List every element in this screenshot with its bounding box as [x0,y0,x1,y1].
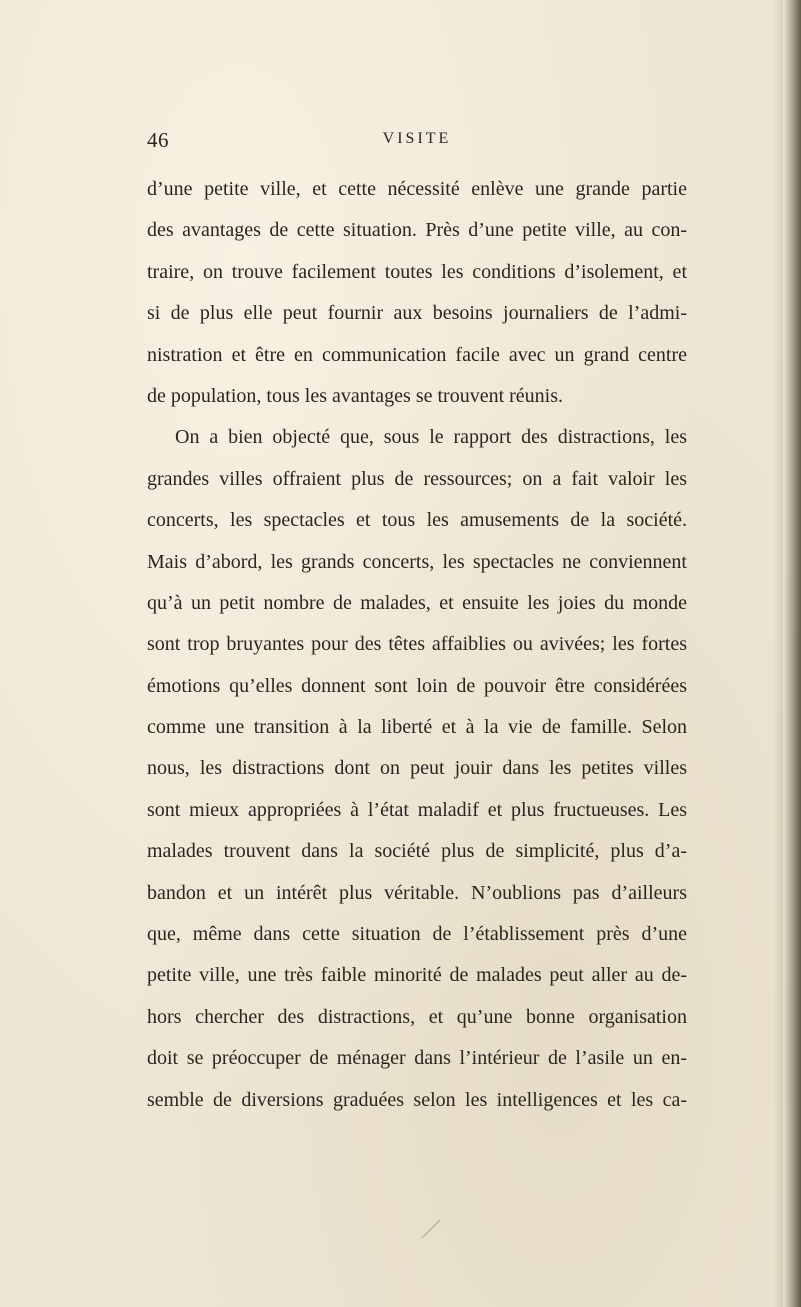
text-line: grandes villes offraient plus de ressources; on a fait valoir les [147,467,687,490]
book-binding-edge [783,0,801,1307]
text-line: Mais d’abord, les grands concerts, les spectacles ne conviennent [147,550,687,573]
text-line: semble de diversions graduées selon les intelligences et les ca- [147,1088,687,1111]
text-line: sont trop bruyantes pour des têtes affaiblies ou avivées; les fortes [147,633,687,656]
binding-shadow [773,0,783,1307]
pencil-mark [420,1218,442,1240]
running-head [147,128,687,152]
text-line: qu’à un petit nombre de malades, et ensuite les joies du monde [147,591,687,614]
text-line: émotions qu’elles donnent sont loin de pouvoir être considérées [147,674,687,697]
text-line: hors chercher des distractions, et qu’une bonne organisation [147,1005,687,1028]
text-line: si de plus elle peut fournir aux besoins journaliers de l’admi- [147,302,687,325]
text-line: concerts, les spectacles et tous les amusements de la société. [147,509,687,532]
text-line: de population, tous les avantages se trouvent réunis. [147,384,564,407]
text-line: malades trouvent dans la société plus de simplicité, plus d’a- [147,840,687,863]
running-title: VISITE [382,130,452,147]
text-line: traire, on trouve facilement toutes les conditions d’isolement, et [147,260,687,283]
text-line: On a bien objecté que, sous le rapport des distractions, les [175,426,687,449]
text-line: nous, les distractions dont on peut jouir dans les petites villes [147,757,687,780]
page-number: 46 [147,128,169,152]
text-line: des avantages de cette situation. Près d’une petite ville, au con- [147,219,687,242]
text-line: nistration et être en communication facile avec un grand centre [147,343,687,366]
text-line: sont mieux appropriées à l’état maladif et plus fructueuses. Les [147,798,687,821]
text-line: bandon et un intérêt plus véritable. N’oublions pas d’ailleurs [147,881,687,904]
text-line: que, même dans cette situation de l’établissement près d’une [147,923,687,946]
text-line: comme une transition à la liberté et à la vie de famille. Selon [147,716,687,739]
text-line: d’une petite ville, et cette nécessité enlève une grande partie [147,178,687,200]
body-text [147,169,687,1121]
text-line: doit se préoccuper de ménager dans l’intérieur de l’asile un en- [147,1047,687,1070]
text-line: petite ville, une très faible minorité de malades peut aller au de- [147,964,687,987]
